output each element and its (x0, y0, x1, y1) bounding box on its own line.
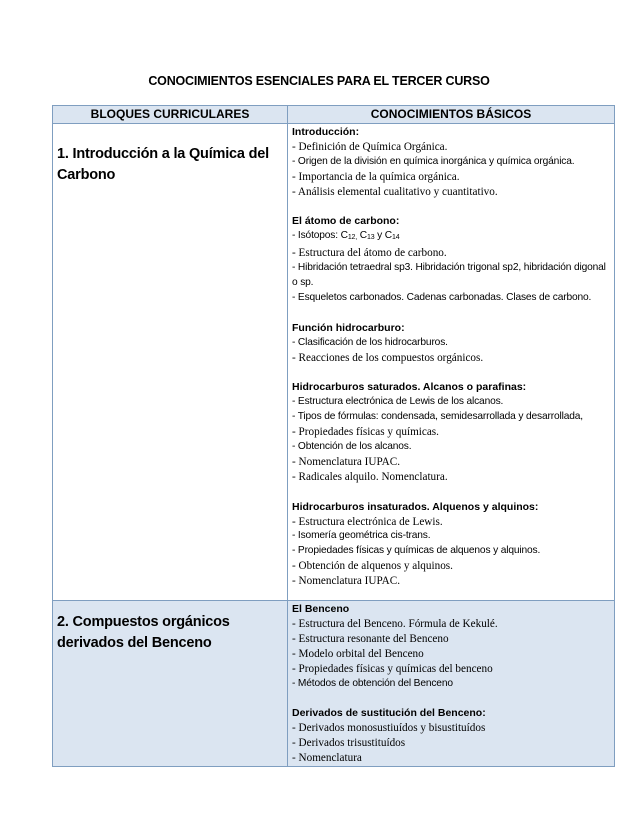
list-item: - Modelo orbital del Benceno (292, 647, 424, 660)
list-item: - Hibridación tetraedral sp3. Hibridación trigonal sp2, hibridación digonal o sp. (292, 262, 606, 289)
list-item: - Obtención de alquenos y alquinos. (292, 560, 453, 573)
content-cell (288, 124, 615, 601)
list-item: - Importancia de la química orgánica. (292, 170, 460, 183)
content-cell (288, 601, 615, 767)
list-item: - Estructura electrónica de Lewis. (292, 515, 443, 528)
table-row (53, 124, 615, 601)
section-heading: Derivados de sustitución del Benceno: (292, 707, 486, 720)
block-cell (53, 601, 288, 767)
list-item: - Radicales alquilo. Nomenclatura. (292, 470, 448, 483)
table-header-row (53, 106, 615, 124)
header-bloques: BLOQUES CURRICULARES (53, 106, 288, 124)
page-title: CONOCIMIENTOS ESENCIALES PARA EL TERCER CURSO (148, 74, 490, 88)
list-item: - Tipos de fórmulas: condensada, semidesarrollada y desarrollada, (292, 411, 583, 423)
list-item: - Definición de Química Orgánica. (292, 140, 448, 153)
list-item: - Análisis elemental cualitativo y cuantitativo. (292, 185, 498, 198)
list-item: - Origen de la división en química inorgánica y química orgánica. (292, 155, 575, 167)
list-item: - Propiedades físicas y químicas. (292, 426, 439, 439)
section-atomo-carbono (292, 214, 610, 305)
section-heading: El átomo de carbono: (292, 215, 400, 228)
list-item: - Derivados trisustituídos (292, 737, 406, 750)
list-item: - Estructura electrónica de Lewis de los alcanos. (292, 396, 504, 408)
section-hidrocarburos-insaturados (292, 500, 610, 589)
table-row (53, 601, 615, 767)
list-item: - Derivados monosustiuídos y bisustituídos (292, 722, 486, 735)
block-title: 2. Compuestos orgánicos derivados del Benceno (57, 614, 230, 651)
header-conocimientos: CONOCIMIENTOS BÁSICOS (288, 106, 615, 124)
list-item: - Nomenclatura (292, 752, 362, 765)
section-heading: Hidrocarburos insaturados. Alquenos y alquinos: (292, 500, 539, 513)
list-item: - Isomería geométrica cis-trans. (292, 530, 431, 542)
curriculum-table (52, 105, 615, 767)
block-cell (53, 124, 288, 601)
section-heading: Introducción: (292, 126, 360, 138)
list-item: - Nomenclatura IUPAC. (292, 575, 401, 588)
list-item: - Propiedades físicas y químicas de alquenos y alquinos. (292, 545, 541, 557)
list-item: - Estructura del Benceno. Fórmula de Kekulé. (292, 617, 498, 630)
list-item: - Estructura resonante del Benceno (292, 632, 449, 645)
list-item: - Métodos de obtención del Benceno (292, 677, 453, 689)
section-hidrocarburos-saturados (292, 380, 610, 484)
list-item: - Obtención de los alcanos. (292, 440, 412, 452)
block-title: 1. Introducción a la Química del Carbono (57, 146, 269, 183)
list-item: - Esqueletos carbonados. Cadenas carbonadas. Clases de carbono. (292, 291, 592, 303)
list-item: - Reacciones de los compuestos orgánicos. (292, 351, 484, 364)
list-item: - Estructura del átomo de carbono. (292, 247, 447, 260)
list-item: - Clasificación de los hidrocarburos. (292, 336, 448, 348)
section-heading: Función hidrocarburo: (292, 321, 405, 334)
section-introduccion (292, 125, 610, 200)
list-item: - Propiedades físicas y químicas del benceno (292, 662, 493, 675)
section-heading: Hidrocarburos saturados. Alcanos o parafinas: (292, 381, 527, 394)
section-heading: El Benceno (292, 603, 350, 615)
section-benceno (292, 602, 610, 691)
section-derivados-sustitucion (292, 706, 610, 766)
section-funcion-hidrocarburo (292, 321, 610, 366)
list-item: - Nomenclatura IUPAC. (292, 455, 401, 468)
list-item-isotopos: - Isótopos: C12, C13 y C14 (292, 230, 400, 242)
